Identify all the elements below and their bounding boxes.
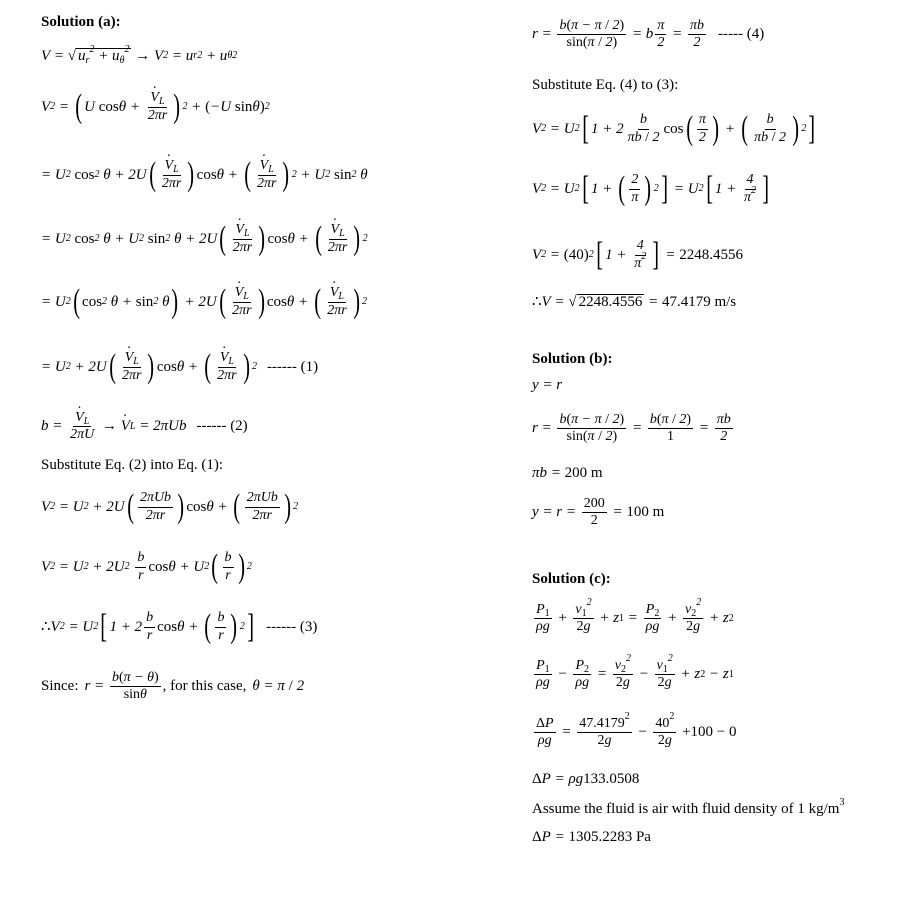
equation-c-line-1: $\frac{P_1}{\rho g}$ + $\frac{v_1^2}{2g}$ + z 1 = $\frac{P_2}{\rho g}$ + $\frac{v_2^2}{2g}$ + z 2 [536, 597, 734, 635]
equation-r-line-5: ∴ V = √ 2248.4556 = 47.4179 m/s [532, 293, 737, 310]
substitute-eq4-text: Substitute Eq. (4) to (3): [532, 77, 679, 93]
equation-b-line-2: r = $\frac{b(\pi - \pi / 2)}{\sin(\pi / 2)}$ = $\frac{b(\pi / 2)}{1}$ = $\frac{\pi b}{2}$ [532, 412, 731, 445]
solution-a-heading: Solution (a): [41, 14, 121, 30]
equation-b-line-1: y = r [532, 377, 563, 393]
equation-c-line-2: $\frac{P_1}{\rho g}$ − $\frac{P_2}{\rho g}$ = $\frac{v_2^2}{2g}$ − $\frac{v_1^2}{2g}$ + z 2 − z 1 [536, 653, 734, 691]
equation-line-4: = U 2 ( cos 2 θ + sin 2 θ ) + 2U ( $\frac{V \cdot_L}{2\pi r}$ ) cos θ + ( $\frac{V \cdot_L}{2\pi r}$ ) 2 [41, 285, 367, 319]
equation-r-line-4: V 2 = (40) 2 [ 1 + $\frac{4}{\pi^2}$ ] = 2248.4556 [532, 236, 743, 273]
since-case-text: , for this case, [162, 678, 247, 695]
since-label: Since: [41, 678, 79, 695]
equation-line-7: V 2 = U 2 + 2U ( $\frac{\text{2πUb}}{2\pi r}$ ) cos θ + ( $\frac{\text{2πUb}}{2\pi r}$ ) 2 [41, 488, 299, 525]
equation-line-9: ∴ V 2 = U 2 [ 1 + 2 $\frac{b}{r}$ cos θ + ( $\frac{b}{r}$ ) 2 ] ------ (3) [41, 608, 318, 645]
solution-b-heading: Solution (b): [532, 351, 613, 367]
equation-line-3: = U 2 cos 2 θ + U 2 sin 2 θ + 2U ( $\frac{V \cdot_L}{2\pi r}$ ) cos θ + ( $\frac{V \cdot_L}{2\pi r}$ ) 2 [41, 222, 368, 256]
equation-line-5: = U 2 + 2U ( $\frac{V \cdot_L}{2\pi r}$ ) cos θ + ( $\frac{V \cdot_L}{2\pi r}$ ) 2 ------ (1) [41, 350, 318, 384]
equation-r-line-1: r = $\frac{b(\pi - \pi / 2)}{\sin(\pi / 2)}$ = b $\frac{\pi}{2}$ = $\frac{\pi b}{2}$ ----- (4) [532, 18, 765, 51]
equation-line-1: V 2 = ( U cos θ + $\frac{V \cdot_L}{2\pi r}$ ) 2 + ( −U sin θ ) 2 [41, 90, 270, 124]
substitute-eq2-text: Substitute Eq. (2) into Eq. (1): [41, 457, 224, 473]
equation-line-8: V 2 = U 2 + 2U 2 $\frac{b}{r}$ cos θ + U 2 ( $\frac{b}{r}$ ) 2 [41, 548, 252, 585]
equation-velocity-magnitude: V = √ $u_r^2 + u_\theta^2$ → V 2 = u r 2 + u θ 2 [41, 44, 238, 66]
theta-value: θ = π / 2 [252, 678, 305, 695]
equation-r-line-3: V 2 = U 2 [ 1 + ( $\frac{2}{\pi}$ ) 2 ] = U 2 [ 1 + $\frac{4}{\pi^2}$ ] [532, 170, 770, 207]
assume-fluid-text: Assume the fluid is air with fluid density of 1 $kg/m^3$ [532, 797, 845, 817]
equation-c-line-5: Δ P = 1305.2283 Pa [532, 829, 651, 845]
equation-c-line-4: Δ P = ρg 133.0508 [532, 771, 640, 787]
equation-b-line-3: πb = 200 m [532, 465, 603, 481]
since-equation: r = $\frac{b(\pi - \theta)}{\sin\theta}$ [84, 670, 159, 703]
equation-r-line-2: V 2 = U 2 [ 1 + 2 $\frac{b}{\pi b / 2}$ cos ( $\frac{\pi}{2}$ ) + ( $\frac{b}{\pi b / 2}$ ) 2 ] [532, 110, 816, 147]
equation-line-6: b = $\frac{V \cdot_L}{2\pi U}$ → V · L = 2πUb ------ (2) [41, 410, 248, 443]
since-line [41, 670, 304, 703]
equation-line-2: = U 2 cos 2 θ + 2U ( $\frac{V \cdot_L}{2\pi r}$ ) cos θ + ( $\frac{V \cdot_L}{2\pi r}$ ) 2 + U 2 sin 2 θ [41, 158, 368, 192]
equation-c-line-3: $\frac{\Delta P}{\rho g}$ = $\frac{47.4179^2}{2g}$ − $\frac{40^2}{2g}$ +100 − 0 [536, 711, 737, 749]
equation-b-line-4: y = r = $\frac{200}{2}$ = 100 m [532, 496, 665, 529]
solution-c-heading: Solution (c): [532, 571, 611, 587]
right-column [470, 0, 923, 906]
